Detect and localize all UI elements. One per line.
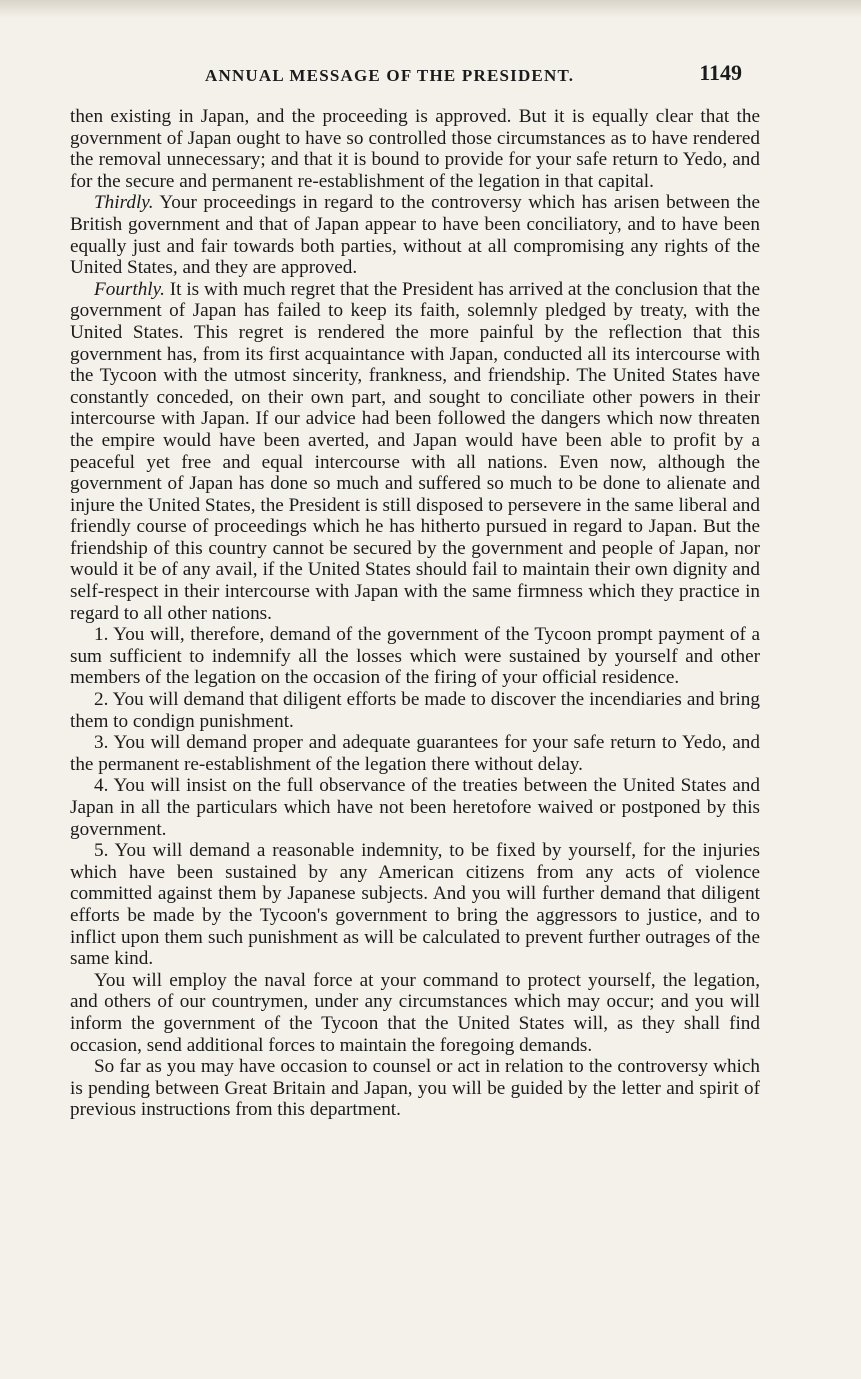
paragraph-text: 5. You will demand a reasonable indemnity, to be fixed by yourself, for the injuries which have been sustained by any American citizens from any acts of violence committed against them by Japanese subjects. And you will further demand that diligent efforts be made by the Tycoon's government to bring the aggressors to justice, and to inflict upon them such punishment as will be calculated to prevent further outrages of the same kind. — [70, 840, 760, 970]
paragraph-continuation — [70, 106, 760, 192]
paragraph-closing — [70, 1056, 760, 1121]
list-item-demand-2 — [70, 689, 760, 732]
paragraph-lead: Thirdly. — [94, 192, 154, 214]
paragraph-lead: Fourthly. — [94, 278, 165, 300]
page-top-edge — [0, 0, 861, 18]
list-item-demand-5 — [70, 840, 760, 970]
paragraph-naval-force — [70, 970, 760, 1056]
page-header — [70, 60, 760, 90]
paragraph-text: 3. You will demand proper and adequate guarantees for your safe return to Yedo, and the permanent re-establishment of the legation there without delay. — [70, 732, 760, 775]
list-item-demand-3 — [70, 732, 760, 775]
paragraph-text: It is with much regret that the President has arrived at the conclusion that the government of Japan has failed to keep its faith, solemnly pledged by treaty, with the United States. This regret is rendered the more painful by the reflection that this government has, from its first acquaintance with Japan, conducted all its intercourse with the Tycoon with the utmost sincerity, frankness, and friendship. The United States have constantly conceded, on their own part, and sought to conciliate other powers in their intercourse with Japan. If our advice had been followed the dangers which now threaten the empire would have been averted, and Japan would have been able to profit by a peaceful yet free and equal intercourse with all nations. Even now, although the government of Japan has done so much and suffered so much to be done to alienate and injure the United States, the President is still disposed to persevere in the same liberal and friendly course of proceedings which he has hitherto pursued in regard to Japan. But the friendship of this country cannot be secured by the government and people of Japan, nor would it be of any avail, if the United States should fail to maintain their own dignity and self-respect in their intercourse with Japan with the same firmness which they practice in regard to all other nations. — [70, 278, 760, 624]
paragraph-text: Your proceedings in regard to the controversy which has arisen between the British government and that of Japan appear to have been conciliatory, and to have been equally just and fair towards both parties, without at all compromising any rights of the United States, and they are approved. — [70, 192, 760, 279]
list-item-demand-1 — [70, 624, 760, 689]
paragraph-text: So far as you may have occasion to counsel or act in relation to the controversy which is pending between Great Britain and Japan, you will be guided by the letter and spirit of previous instructions from this department. — [70, 1056, 760, 1121]
paragraph-fourthly — [70, 279, 760, 625]
paragraph-text: then existing in Japan, and the proceeding is approved. But it is equally clear that the government of Japan ought to have so controlled those circumstances as to have rendered the removal unnecessary; and that it is bound to provide for your safe return to Yedo, and for the secure and permanent re-establishment of the legation in that capital. — [70, 106, 760, 192]
paragraph-thirdly — [70, 192, 760, 278]
paragraph-text: 4. You will insist on the full observance of the treaties between the United States and Japan in all the particulars which have not been heretofore waived or postponed by this government. — [70, 775, 760, 840]
paragraph-text: You will employ the naval force at your command to protect yourself, the legation, and others of our countrymen, under any circumstances which may occur; and you will inform the government of the Tycoon that the United States will, as they shall find occasion, send additional forces to maintain the foregoing demands. — [70, 969, 760, 1056]
page-body — [70, 106, 760, 1121]
page-number: 1149 — [699, 60, 742, 85]
running-head: ANNUAL MESSAGE OF THE PRESIDENT. — [205, 66, 575, 85]
paragraph-text: 2. You will demand that diligent efforts be made to discover the incendiaries and bring them to condign punishment. — [70, 689, 760, 732]
paragraph-text: 1. You will, therefore, demand of the government of the Tycoon prompt payment of a sum sufficient to indemnify all the losses which were sustained by yourself and other members of the legation on the occasion of the firing of your official residence. — [70, 624, 760, 689]
list-item-demand-4 — [70, 775, 760, 840]
